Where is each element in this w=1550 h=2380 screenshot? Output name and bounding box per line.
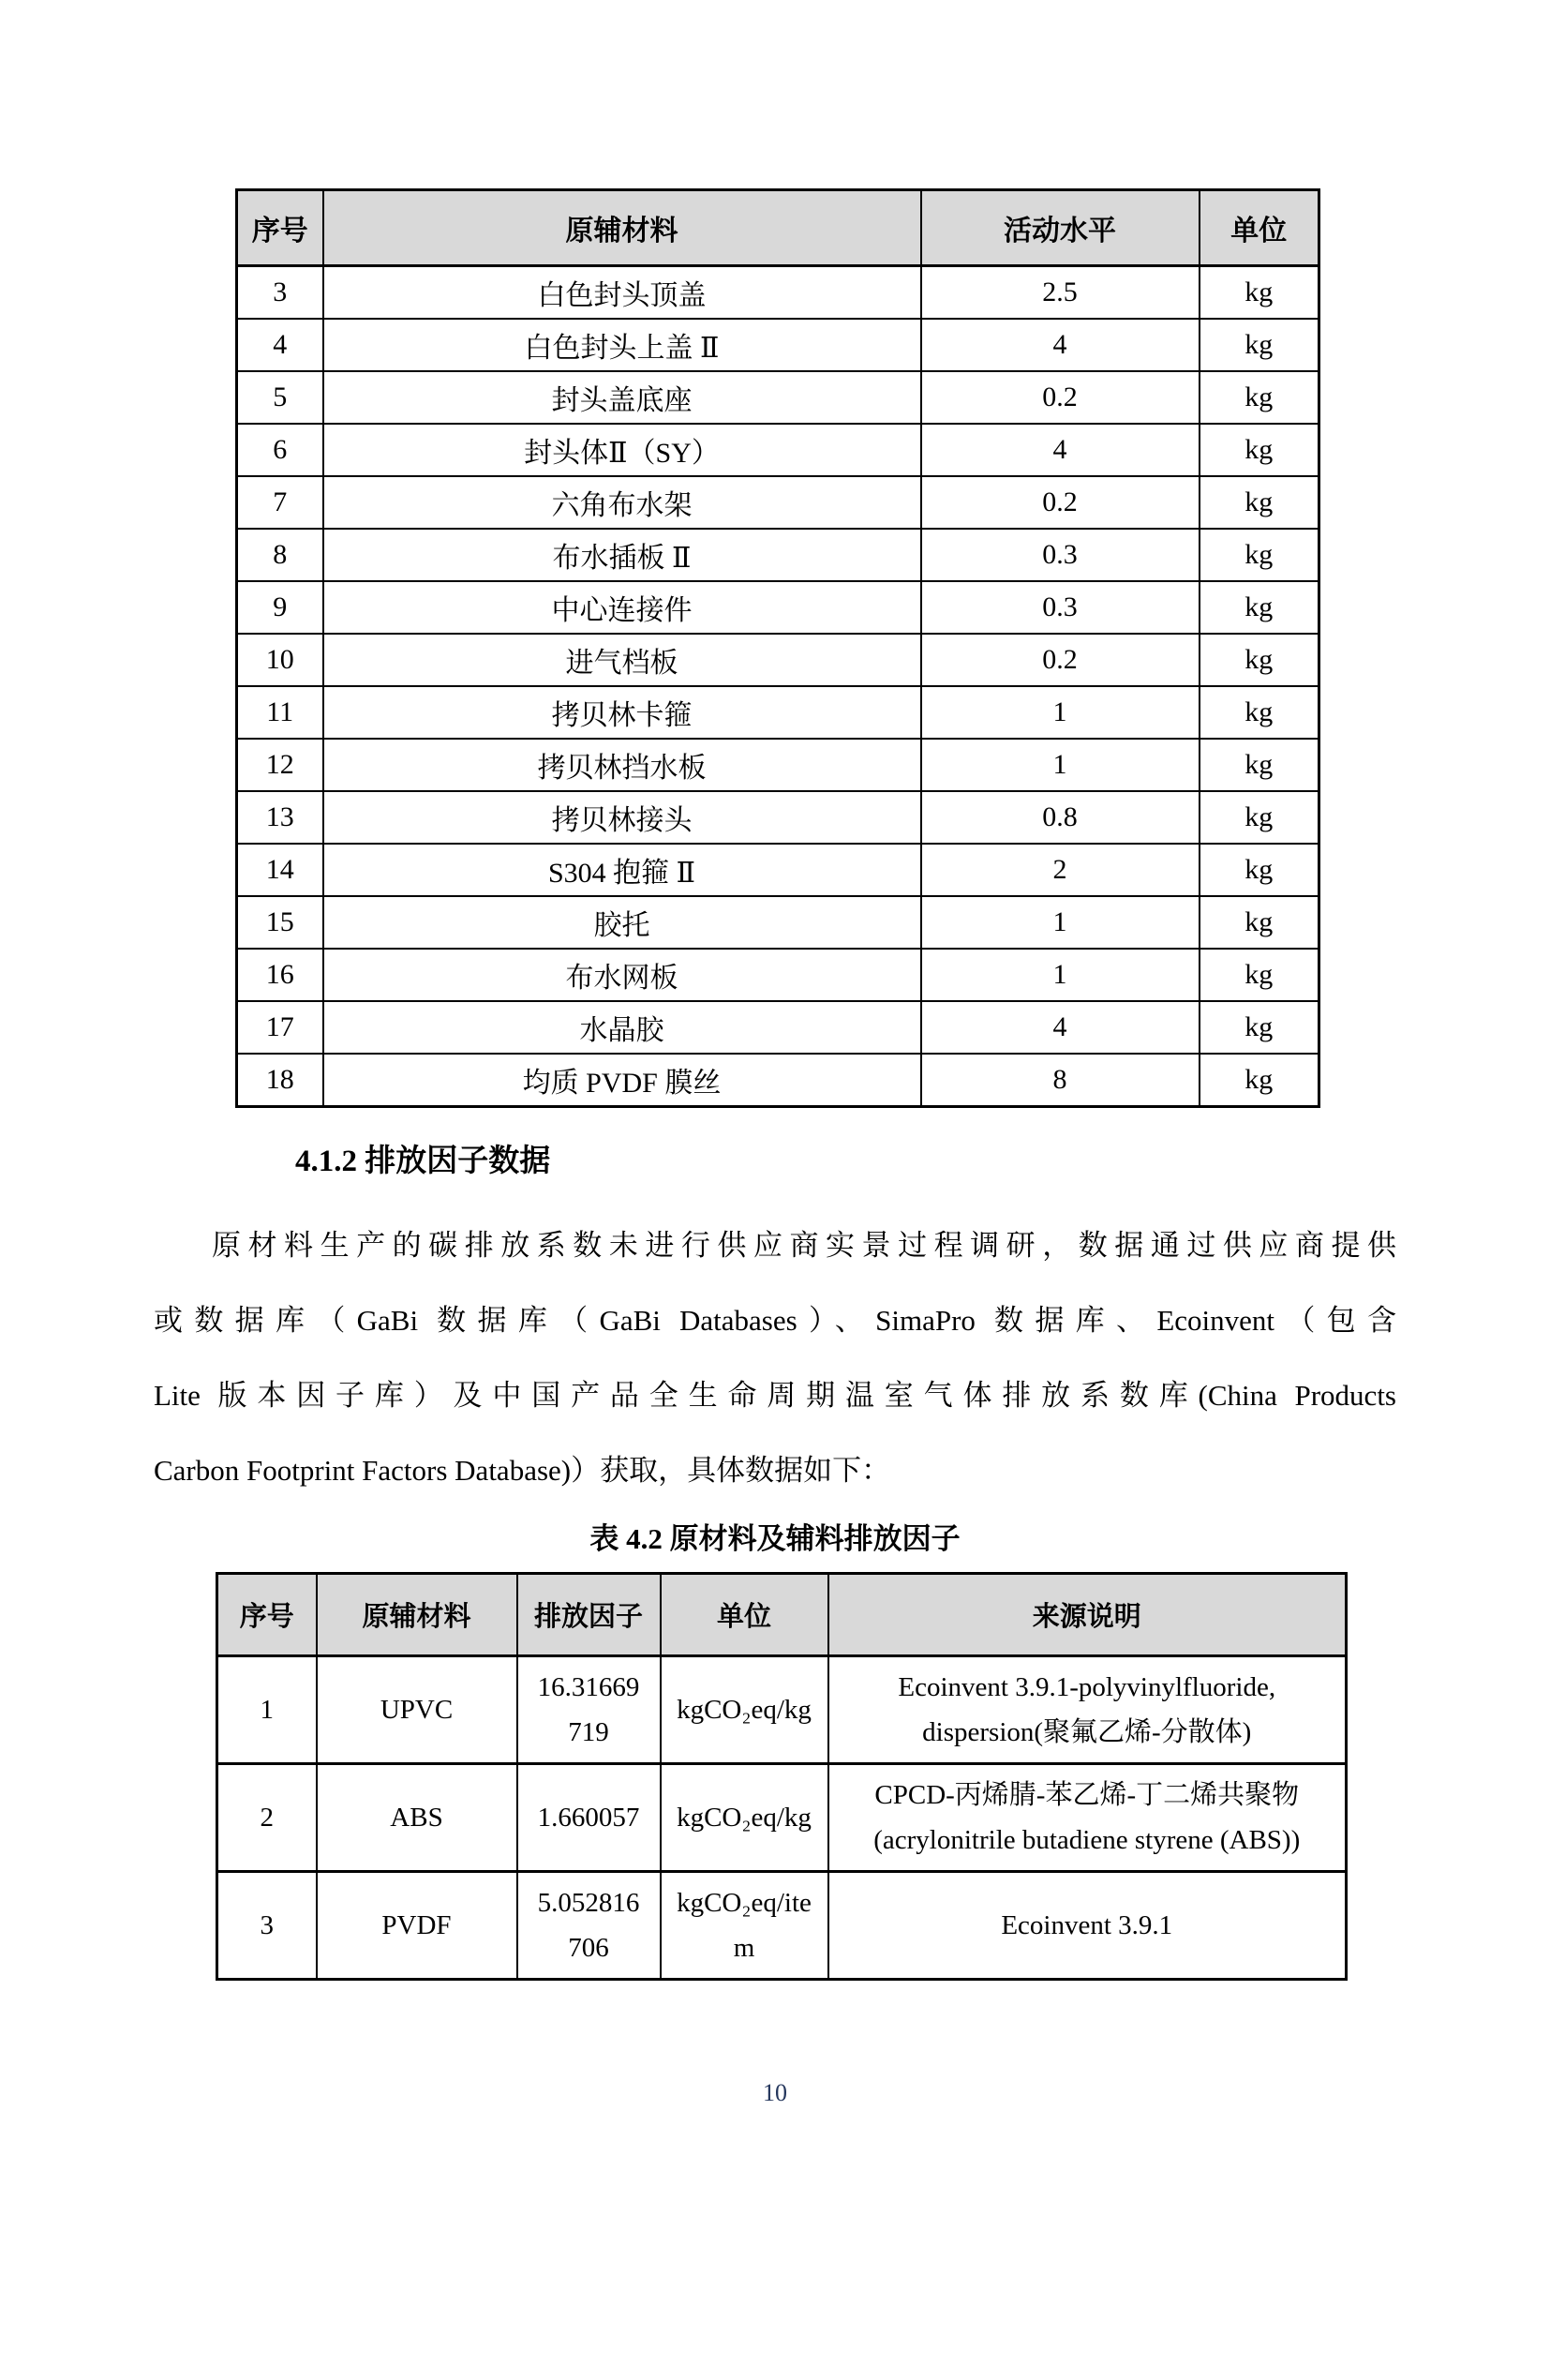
table-row [237,844,1319,896]
cell-activity: 4 [921,1001,1200,1054]
cell-unit: kgCO₂eq/item [661,1872,828,1980]
cell-emission-factor: 1.660057 [517,1764,661,1872]
cell-activity: 1 [921,686,1200,739]
cell-unit: kg [1200,949,1319,1001]
cell-source: Ecoinvent 3.9.1-polyvinylfluoride, dispersion(聚氟乙烯-分散体) [828,1656,1347,1764]
cell-seq: 6 [237,424,323,476]
section-heading: 4.1.2 排放因子数据 [295,1145,551,1178]
cell-seq: 8 [237,529,323,581]
paragraph-line: 原材料生产的碳排放系数未进行供应商实景过程调研，数据通过供应商提供 [212,1229,1396,1262]
cell-material: 白色封头顶盖 [323,266,921,320]
cell-activity: 1 [921,949,1200,1001]
cell-activity: 0.2 [921,476,1200,529]
table-row [237,949,1319,1001]
cell-seq: 3 [217,1872,317,1980]
table-row [237,1001,1319,1054]
cell-unit: kg [1200,896,1319,949]
cell-material: 水晶胶 [323,1001,921,1054]
cell-seq: 11 [237,686,323,739]
table-row [237,581,1319,634]
cell-seq: 3 [237,266,323,320]
cell-material: 布水网板 [323,949,921,1001]
cell-activity: 0.2 [921,371,1200,424]
cell-material: ABS [317,1764,517,1872]
cell-activity: 0.2 [921,634,1200,686]
header-material: 原辅材料 [323,190,921,266]
cell-material: 拷贝林卡箍 [323,686,921,739]
cell-material: 六角布水架 [323,476,921,529]
cell-unit: kg [1200,634,1319,686]
cell-source: CPCD-丙烯腈-苯乙烯-丁二烯共聚物(acrylonitrile butadiene styrene (ABS)) [828,1764,1347,1872]
cell-seq: 17 [237,1001,323,1054]
cell-unit: kg [1200,686,1319,739]
table-row [217,1656,1347,1764]
table-row [237,686,1319,739]
table-row [237,319,1319,371]
cell-material: 进气档板 [323,634,921,686]
table-row [217,1872,1347,1980]
table-row [237,424,1319,476]
cell-source: Ecoinvent 3.9.1 [828,1872,1347,1980]
cell-unit: kg [1200,1001,1319,1054]
cell-material: 封头体Ⅱ（SY） [323,424,921,476]
header-unit: 单位 [1200,190,1319,266]
header-source: 来源说明 [828,1574,1347,1656]
table-row [217,1764,1347,1872]
header-material: 原辅材料 [317,1574,517,1656]
cell-seq: 16 [237,949,323,1001]
table-row [237,739,1319,791]
cell-unit: kg [1200,791,1319,844]
cell-material: 中心连接件 [323,581,921,634]
cell-seq: 12 [237,739,323,791]
cell-material: 拷贝林挡水板 [323,739,921,791]
cell-activity: 1 [921,896,1200,949]
table-caption: 表 4.2 原材料及辅料排放因子 [589,1522,961,1555]
page-content [154,188,1396,2107]
cell-seq: 10 [237,634,323,686]
table-header-row [237,190,1319,266]
table-row [237,634,1319,686]
cell-material: S304 抱箍 Ⅱ [323,844,921,896]
table-row [237,1054,1319,1107]
table-row [237,896,1319,949]
cell-emission-factor: 16.31669719 [517,1656,661,1764]
cell-activity: 2.5 [921,266,1200,320]
cell-unit: kg [1200,319,1319,371]
cell-unit: kg [1200,1054,1319,1107]
cell-seq: 5 [237,371,323,424]
table-row [237,266,1319,320]
document-page [0,188,1550,2380]
cell-activity: 4 [921,319,1200,371]
cell-material: UPVC [317,1656,517,1764]
table-row [237,476,1319,529]
table-row [237,791,1319,844]
cell-material: 白色封头上盖 Ⅱ [323,319,921,371]
cell-unit: kg [1200,424,1319,476]
cell-seq: 15 [237,896,323,949]
cell-material: 封头盖底座 [323,371,921,424]
cell-seq: 18 [237,1054,323,1107]
paragraph-line: Carbon Footprint Factors Database)）获取，具体数据如下： [154,1454,891,1487]
paragraph-line: 或数据库（GaBi 数据库（GaBi Databases）、SimaPro 数据库、Ecoinvent（包含 [154,1304,1396,1337]
cell-material: 胶托 [323,896,921,949]
cell-material: PVDF [317,1872,517,1980]
cell-seq: 2 [217,1764,317,1872]
emission-factor-table [216,1572,1348,1981]
cell-unit: kg [1200,266,1319,320]
cell-emission-factor: 5.052816706 [517,1872,661,1980]
header-unit: 单位 [661,1574,828,1656]
header-activity-level: 活动水平 [921,190,1200,266]
cell-activity: 8 [921,1054,1200,1107]
cell-seq: 14 [237,844,323,896]
cell-material: 均质 PVDF 膜丝 [323,1054,921,1107]
cell-seq: 1 [217,1656,317,1764]
cell-activity: 0.3 [921,529,1200,581]
cell-unit: kgCO₂eq/kg [661,1764,828,1872]
cell-unit: kgCO₂eq/kg [661,1656,828,1764]
cell-unit: kg [1200,581,1319,634]
cell-activity: 1 [921,739,1200,791]
cell-seq: 4 [237,319,323,371]
activity-level-table [235,188,1320,1108]
cell-unit: kg [1200,739,1319,791]
cell-unit: kg [1200,529,1319,581]
cell-seq: 9 [237,581,323,634]
cell-seq: 7 [237,476,323,529]
cell-unit: kg [1200,371,1319,424]
cell-material: 布水插板 Ⅱ [323,529,921,581]
paragraph-line: Lite 版本因子库）及中国产品全生命周期温室气体排放系数库(China Products [154,1379,1396,1412]
cell-unit: kg [1200,844,1319,896]
cell-activity: 0.8 [921,791,1200,844]
page-number: 10 [763,2079,787,2106]
table-row [237,529,1319,581]
header-seq: 序号 [237,190,323,266]
cell-activity: 2 [921,844,1200,896]
table-header-row [217,1574,1347,1656]
cell-seq: 13 [237,791,323,844]
header-seq: 序号 [217,1574,317,1656]
header-emission-factor: 排放因子 [517,1574,661,1656]
body-paragraph [154,1208,1396,1508]
cell-activity: 4 [921,424,1200,476]
cell-activity: 0.3 [921,581,1200,634]
table-row [237,371,1319,424]
cell-unit: kg [1200,476,1319,529]
cell-material: 拷贝林接头 [323,791,921,844]
